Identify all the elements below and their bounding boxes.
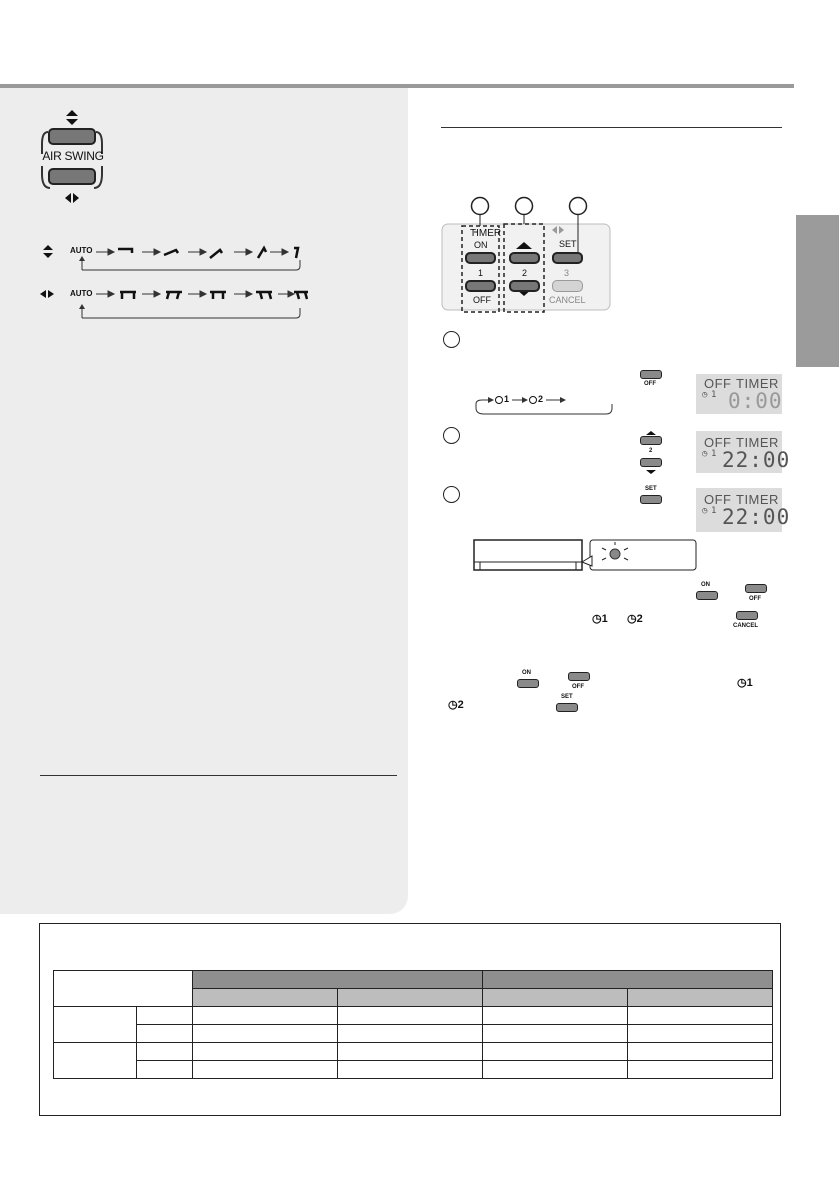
lcd-clock: 22:00	[722, 505, 791, 529]
clock-icon	[496, 397, 503, 404]
lcd-display-3	[696, 488, 791, 532]
off-mini-button[interactable]	[640, 370, 662, 379]
on-inline-label-2: ON	[522, 670, 531, 676]
num2-label: 2	[522, 268, 528, 278]
timer-off-button[interactable]	[465, 280, 496, 292]
lcd-prog: 1	[711, 506, 717, 516]
set-inline-button[interactable]	[556, 703, 578, 712]
clock-icon	[530, 397, 537, 404]
timer-on-button[interactable]	[465, 252, 496, 264]
remote-timer-area	[440, 192, 612, 317]
lcd-word: TIMER	[736, 435, 779, 450]
timer-up-button[interactable]	[509, 252, 540, 264]
spec-table	[53, 970, 773, 1079]
set-mini-button[interactable]	[640, 495, 662, 504]
lcd-display-1	[696, 374, 782, 414]
lcd-word: TIMER	[736, 376, 779, 391]
step-1-circle	[443, 331, 460, 348]
set-label: SET	[559, 239, 577, 249]
auto-label: AUTO	[70, 246, 93, 255]
off-inline-button-2[interactable]	[568, 672, 590, 681]
set-mini-label: SET	[645, 486, 657, 492]
cycle-2: 2	[538, 394, 544, 404]
off-inline-label-2: OFF	[572, 684, 584, 690]
lcd-status: OFF	[704, 492, 732, 507]
cancel-label: CANCEL	[549, 295, 586, 305]
clock-icon: ◷	[737, 677, 747, 689]
off-label: OFF	[473, 295, 491, 305]
lcd-prog: 1	[711, 449, 717, 459]
clock-icon: ◷	[592, 613, 602, 625]
on-label: ON	[474, 240, 488, 250]
prog2-inline: ◷2	[627, 613, 643, 625]
lcd-word: TIMER	[736, 492, 779, 507]
section-tab	[796, 215, 839, 367]
num1-label: 1	[478, 268, 484, 278]
air-swing-up-button[interactable]	[48, 128, 96, 145]
horizontal-swing-sequence	[38, 286, 308, 322]
timer-label: TIMER	[470, 228, 502, 239]
prog1-inline: ◷1	[592, 613, 608, 625]
off-inline-button[interactable]	[745, 584, 767, 593]
clock-icon: ◷	[702, 449, 708, 459]
prog2-inline-2: ◷2	[448, 699, 464, 711]
clock-icon: ◷	[702, 390, 708, 400]
right-section-rule	[441, 127, 782, 128]
num2-mini-label: 2	[649, 448, 653, 454]
set-button[interactable]	[552, 252, 583, 264]
on-inline-button[interactable]	[696, 591, 718, 600]
air-swing-down-button[interactable]	[48, 168, 96, 185]
step-circle-3	[570, 198, 587, 215]
step-2-circle	[443, 427, 460, 444]
step-circle-1	[472, 198, 489, 215]
off-mini-label: OFF	[644, 381, 656, 387]
lcd-status: OFF	[704, 376, 732, 391]
indicator-lamp-icon	[610, 549, 620, 559]
lcd-status: OFF	[704, 435, 732, 450]
left-section-rule	[40, 775, 397, 776]
auto-label-2: AUTO	[70, 289, 93, 298]
set-inline-label: SET	[561, 694, 573, 700]
air-swing-label: AIR SWING	[42, 149, 104, 163]
num3-label: 3	[564, 268, 570, 278]
step-circle-2	[516, 198, 533, 215]
clock-icon: ◷	[702, 506, 708, 516]
cancel-inline-label: CANCEL	[733, 623, 758, 629]
up-down-arrow-icon	[43, 245, 53, 250]
lcd-display-2	[696, 431, 791, 473]
cycle-1: 1	[504, 394, 510, 404]
step-3-circle	[443, 486, 460, 503]
on-inline-button-2[interactable]	[517, 679, 539, 688]
off-inline-label: OFF	[749, 596, 761, 602]
vertical-swing-sequence	[38, 240, 308, 276]
lcd-clock: 22:00	[722, 448, 791, 472]
down-mini-button[interactable]	[640, 458, 662, 467]
on-inline-label: ON	[701, 582, 710, 588]
clock-icon: ◷	[627, 613, 637, 625]
lcd-clock: 0:00	[728, 389, 783, 413]
left-right-arrow-icon	[40, 290, 46, 298]
indoor-unit-diagram	[470, 538, 710, 574]
program-cycle	[470, 392, 615, 416]
clock-icon: ◷	[448, 699, 458, 711]
lcd-prog: 1	[711, 390, 717, 400]
cancel-button[interactable]	[552, 280, 583, 292]
cancel-inline-button[interactable]	[736, 611, 758, 620]
prog1-inline-2: ◷1	[737, 677, 753, 689]
left-panel	[0, 88, 408, 914]
up-mini-button[interactable]	[640, 436, 662, 445]
air-swing-button-group	[38, 104, 108, 204]
timer-down-button[interactable]	[509, 280, 540, 292]
